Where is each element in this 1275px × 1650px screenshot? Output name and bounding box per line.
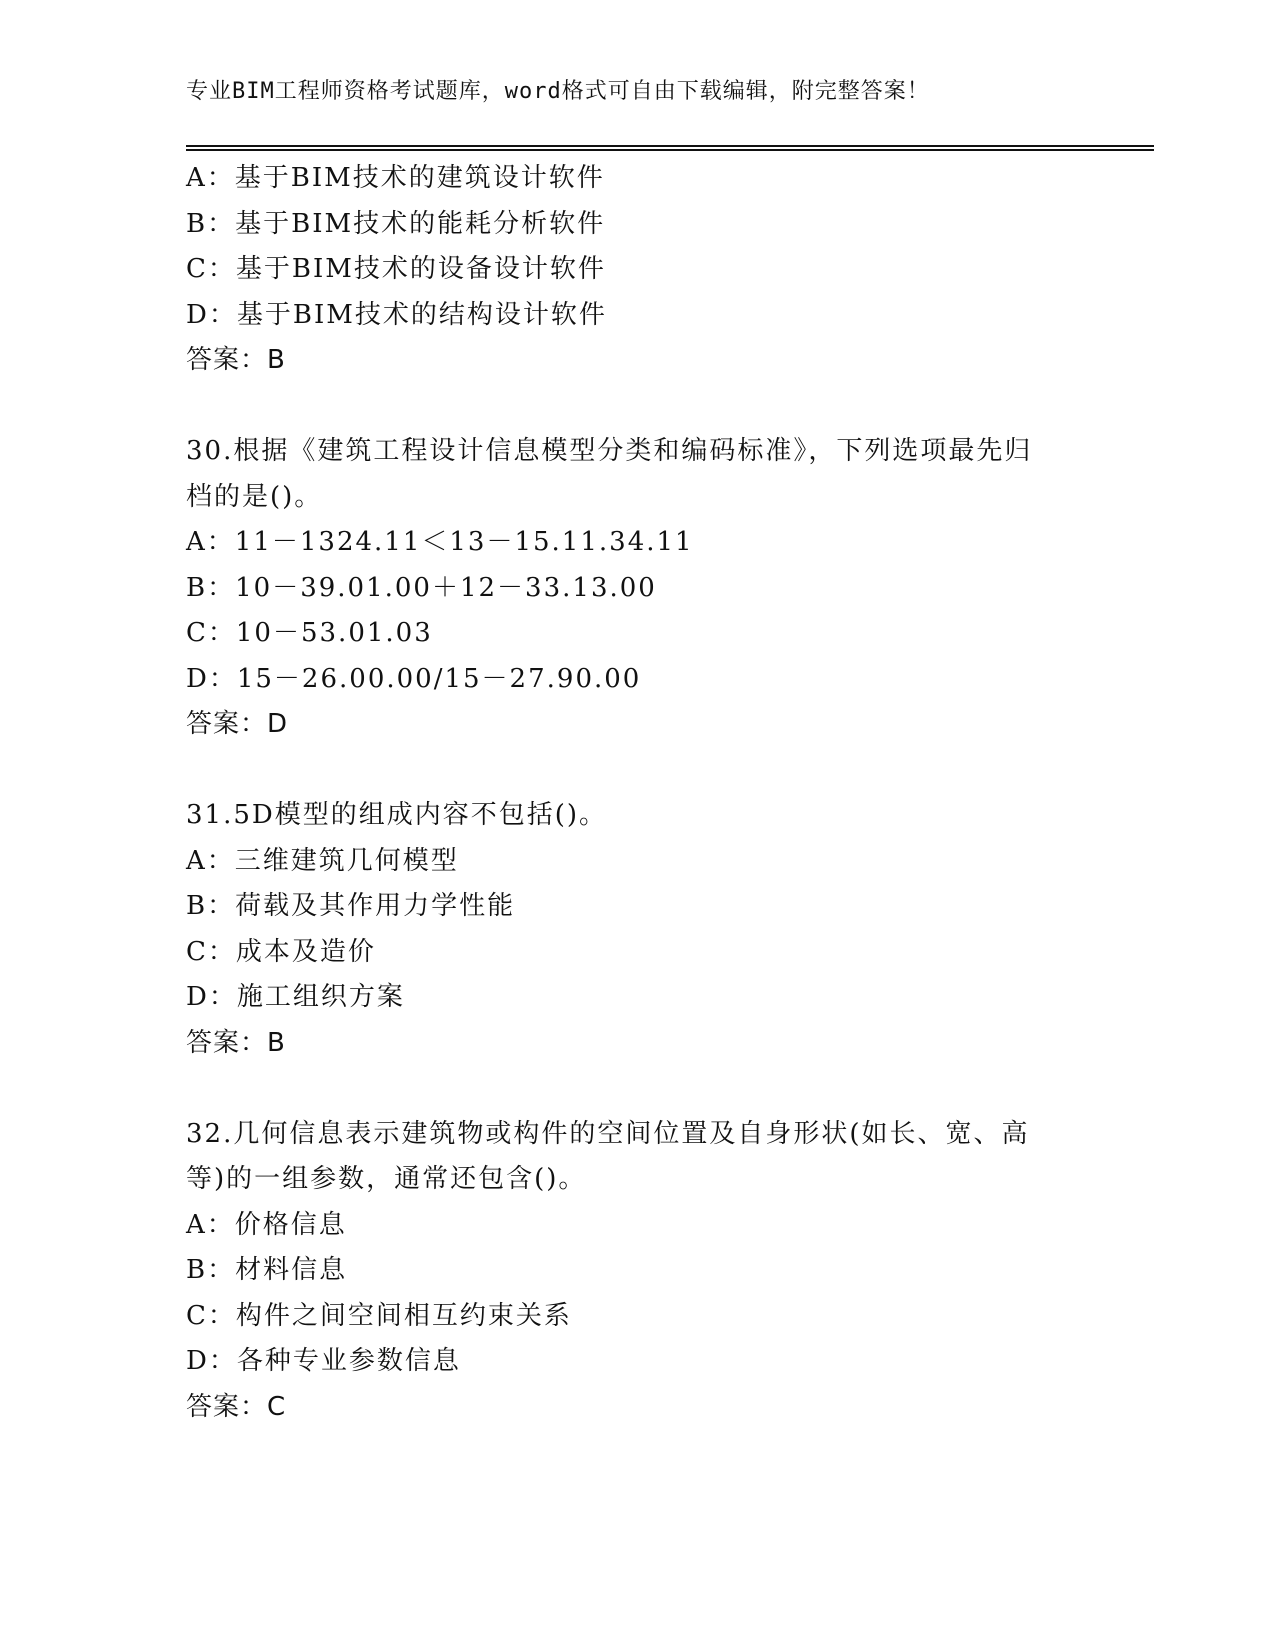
question-30 (186, 429, 1086, 748)
option-d: D：15－26.00.00/15－27.90.00 (186, 663, 642, 694)
option-b: B：10－39.01.00＋12－33.13.00 (186, 572, 657, 603)
option-d: D：施工组织方案 (186, 982, 405, 1012)
answer-line: 答案：C (186, 1391, 287, 1422)
option-c: C：基于BIM技术的设备设计软件 (186, 254, 606, 284)
page-header: 专业BIM工程师资格考试题库，word格式可自由下载编辑，附完整答案！ (186, 79, 930, 104)
option-d: D：各种专业参数信息 (186, 1346, 461, 1376)
option-d: D：基于BIM技术的结构设计软件 (186, 299, 607, 330)
question-stem: 30.根据《建筑工程设计信息模型分类和编码标准》，下列选项最先归 (186, 436, 1033, 466)
spacer (186, 748, 1086, 794)
option-c: C：10－53.01.03 (186, 618, 433, 648)
option-b: B：荷载及其作用力学性能 (186, 891, 516, 921)
answer-line: 答案：D (186, 709, 289, 739)
question-stem: 32.几何信息表示建筑物或构件的空间位置及自身形状(如长、宽、高 (186, 1118, 1030, 1149)
option-b: B：基于BIM技术的能耗分析软件 (186, 208, 606, 239)
option-b: B：材料信息 (186, 1255, 348, 1285)
header-double-rule (186, 145, 1154, 151)
question-stem-continued: 档的是()。 (186, 481, 323, 512)
option-c: C：成本及造价 (186, 936, 376, 967)
option-a: A：基于BIM技术的建筑设计软件 (186, 163, 605, 193)
question-32 (186, 1112, 1086, 1431)
question-stem-continued: 等)的一组参数，通常还包含()。 (186, 1164, 587, 1194)
answer-line: 答案：B (186, 1027, 286, 1058)
option-a: A：11－1324.11＜13－15.11.34.11 (186, 527, 694, 557)
spacer (186, 1066, 1086, 1112)
option-a: A：三维建筑几何模型 (186, 845, 459, 876)
question-29-continued (186, 156, 1086, 384)
option-a: A：价格信息 (186, 1209, 347, 1240)
question-stem: 31.5D模型的组成内容不包括()。 (186, 800, 608, 830)
answer-line: 答案：B (186, 345, 286, 375)
question-31 (186, 793, 1086, 1066)
document-body (186, 156, 1086, 1430)
option-c: C：构件之间空间相互约束关系 (186, 1300, 572, 1331)
spacer (186, 384, 1086, 430)
